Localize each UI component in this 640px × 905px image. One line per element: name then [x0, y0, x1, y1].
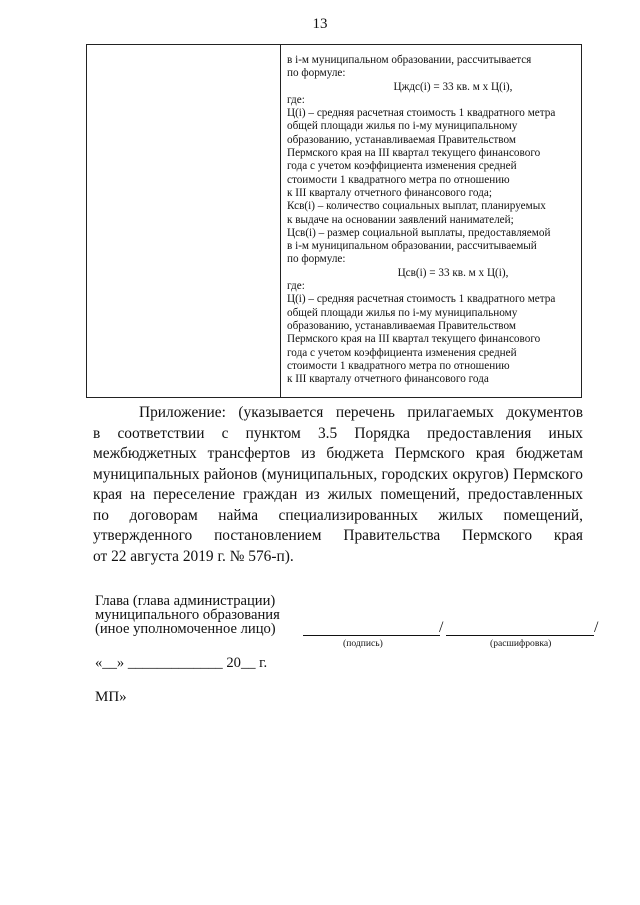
table-line: к выдаче на основании заявлений нанимателей; — [287, 213, 514, 226]
table-line: стоимости 1 квадратного метра по отношению — [287, 173, 510, 186]
page-number: 13 — [312, 16, 328, 32]
appendix-line: межбюджетных трансфертов из бюджета Пермского края бюджетам — [93, 445, 583, 462]
signatory-line: (иное уполномоченное лицо) — [95, 621, 276, 637]
signatory-line: Глава (глава администрации) — [95, 593, 276, 609]
signatory-line: муниципального образования — [95, 607, 280, 623]
signature-underline — [303, 635, 440, 636]
table-line: к III кварталу отчетного финансового года; — [287, 186, 492, 199]
table-line: Ксв(i) – количество социальных выплат, планируемых — [287, 200, 546, 213]
table-column-divider — [280, 45, 281, 397]
table-line: общей площади жилья по i-му муниципальному — [287, 306, 518, 319]
appendix-paragraph — [93, 403, 583, 567]
table-line: по формуле: — [287, 253, 346, 266]
decoding-slash: / — [594, 619, 599, 636]
signatory-title — [95, 594, 280, 636]
table-line: в i-м муниципальном образовании, рассчитывается — [287, 54, 532, 66]
formula-line: Цждс(i) = 33 кв. м х Ц(i), — [393, 80, 513, 93]
appendix-line: от 22 августа 2019 г. № 576-п). — [93, 547, 294, 565]
stamp-place: МП» — [95, 689, 127, 705]
table-line: образованию, устанавливаемая Правительством — [287, 133, 516, 146]
table-line: Пермского края на III квартал текущего финансового — [287, 333, 541, 346]
table-line: года с учетом коэффициента изменения средней — [287, 346, 517, 359]
table-line: где: — [287, 93, 305, 106]
table-line: образованию, устанавливаемая Правительством — [287, 319, 516, 332]
table-line: общей площади жилья по i-му муниципальному — [287, 120, 518, 133]
appendix-line: муниципальных районов (муниципальных, городских округов) Пермского — [93, 465, 583, 483]
table-line: года с учетом коэффициента изменения средней — [287, 160, 517, 173]
decoding-underline — [446, 635, 594, 636]
date-line: «__» _____________ 20__ г. — [95, 655, 268, 671]
appendix-line: утвержденного постановлением Правительства Пермского края — [93, 527, 583, 544]
signature-slash: / — [439, 619, 444, 636]
table-line: Ц(i) – средняя расчетная стоимость 1 квадратного метра — [287, 107, 556, 120]
table-line: к III кварталу отчетного финансового года — [287, 373, 489, 386]
table-line: Цсв(i) – размер социальной выплаты, предоставляемой — [287, 226, 551, 239]
table-line: по формуле: — [287, 67, 346, 80]
table-line: стоимости 1 квадратного метра по отношению — [287, 359, 510, 372]
formula-line: Цсв(i) = 33 кв. м х Ц(i), — [397, 266, 509, 279]
formula-table — [86, 44, 582, 398]
table-line: Ц(i) – средняя расчетная стоимость 1 квадратного метра — [287, 293, 556, 306]
appendix-line: в соответствии с пунктом 3.5 Порядка предоставления иных — [93, 424, 583, 442]
table-line: в i-м муниципальном образовании, рассчитываемый — [287, 240, 537, 253]
table-line: где: — [287, 280, 305, 293]
appendix-line: Приложение: (указывается перечень прилагаемых документов — [139, 404, 583, 421]
appendix-line: по договорам найма специализированных жилых помещений, — [93, 506, 583, 524]
appendix-line: края на переселение граждан из жилых помещений, предоставленных — [93, 486, 583, 503]
table-line: Пермского края на III квартал текущего финансового — [287, 147, 541, 160]
decoding-caption: (расшифровка) — [490, 638, 552, 649]
table-cell-text — [287, 54, 579, 386]
signature-caption: (подпись) — [343, 638, 383, 649]
